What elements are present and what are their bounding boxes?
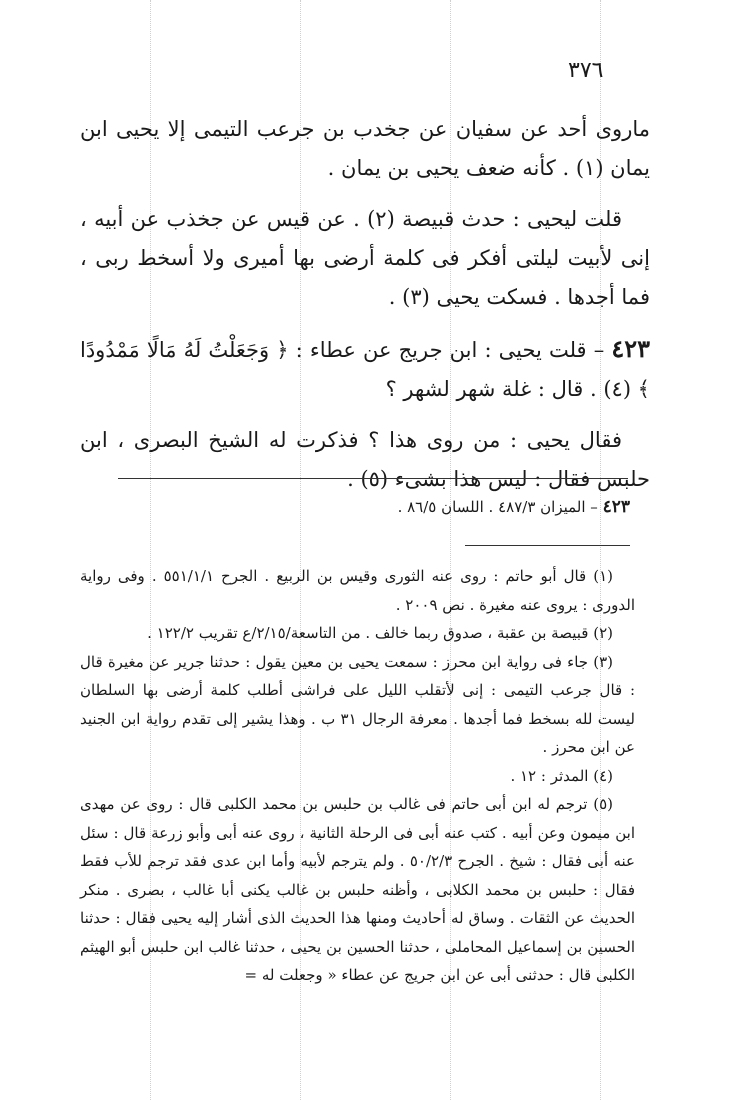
main-paragraph-1: ماروى أحد عن سفيان عن جخدب بن جرعب التيمى إلا يحيى ابن يمان (١) . كأنه ضعف يحيى بن يمان . — [80, 117, 650, 180]
main-text — [80, 110, 650, 511]
source-text: – الميزان ٤٨٧/٣ . اللسان ٨٦/٥ . — [397, 498, 598, 516]
source-reference — [200, 494, 630, 520]
footnote-1: (١) قال أبو حاتم : روى عنه الثورى وقيس بن الربيع . الجرح ٥٥١/١/١ . وفى رواية الدورى : يروى عنه مغيرة . نص ٢٠٠٩ . — [80, 567, 635, 614]
main-paragraph-2: قلت ليحيى : حدث قبيصة (٢) . عن قيس عن جخذب عن أبيه ، إنى لأبيت ليلتى أفكر فى كلمة أرضى بها أميرى ولا أسخط ربى ، فما أجدها . فسكت يحيى (٣) . — [80, 207, 650, 309]
entry-text: – قلت يحيى : ابن جريج عن عطاء : ﴿ وَجَعَلْتُ لَهُ مَالًا مَمْدُودًا ﴾ (٤) . قال : غلة شهر لشهر ؟ — [80, 338, 650, 401]
footnote-separator — [465, 545, 630, 546]
source-entry-number: ٤٢٣ — [602, 497, 630, 517]
footnotes — [80, 562, 635, 990]
main-paragraph-3 — [80, 329, 650, 409]
footnote-5: (٥) ترجم له ابن أبى حاتم فى غالب بن حلبس بن محمد الكلبى قال : روى عن مهدى ابن ميمون وعن أبيه . كتب عنه أبى فى الرحلة الثانية ، روى عنه أبى وأبو زرعة قال : سئل عنه أبى فقال : شيخ . الجرح ٥٠/٢/٣ . ولم يترجم لأبيه وأما ابن عدى فقد ترجم للأب فقط فقال : حلبس بن محمد الكلابى ، وأظنه حلبس بن غالب يكنى أبا غالب ، بصرى . منكر الحديث عن الثقات . وساق له أحاديث ومنها هذا الحديث الذى أشار إليه يحيى فقال : حدثنا الحسين بن إسماعيل المحاملى ، حدثنا الحسين بن يحيى ، حدثنا غالب ابن حلبس أبو الهيثم الكلبى قال : حدثنى أبى عن ابن جريج عن عطاء « وجعلت له = — [80, 795, 635, 984]
page-number: ٣٧٦ — [568, 58, 604, 83]
footnote-2: (٢) قبيصة بن عقبة ، صدوق ربما خالف . من التاسعة/٢/١٥/ع تقريب ١٢٢/٢ . — [147, 624, 613, 642]
separator-rule — [118, 478, 628, 479]
footnote-4: (٤) المدثر : ١٢ . — [510, 766, 613, 785]
footnote-3: (٣) جاء فى رواية ابن محرز : سمعت يحيى بن معين يقول : حدثنا جرير عن مغيرة قال : قال جرعب التيمى : إنى لأتقلب الليل على فراشى أطلب كلمة أرضى بها السلطان ليست لله بسخط فما أجدها . معرفة الرجال ٣١ ب . وهذا يشير إلى تقدم رواية ابن الجنيد عن ابن محرز . — [80, 652, 635, 756]
main-paragraph-4: فقال يحيى : من روى هذا ؟ فذكرت له الشيخ البصرى ، ابن حلبس فقال : ليس هذا بشىء (٥) . — [80, 428, 650, 491]
entry-number: ٤٢٣ — [611, 334, 650, 363]
